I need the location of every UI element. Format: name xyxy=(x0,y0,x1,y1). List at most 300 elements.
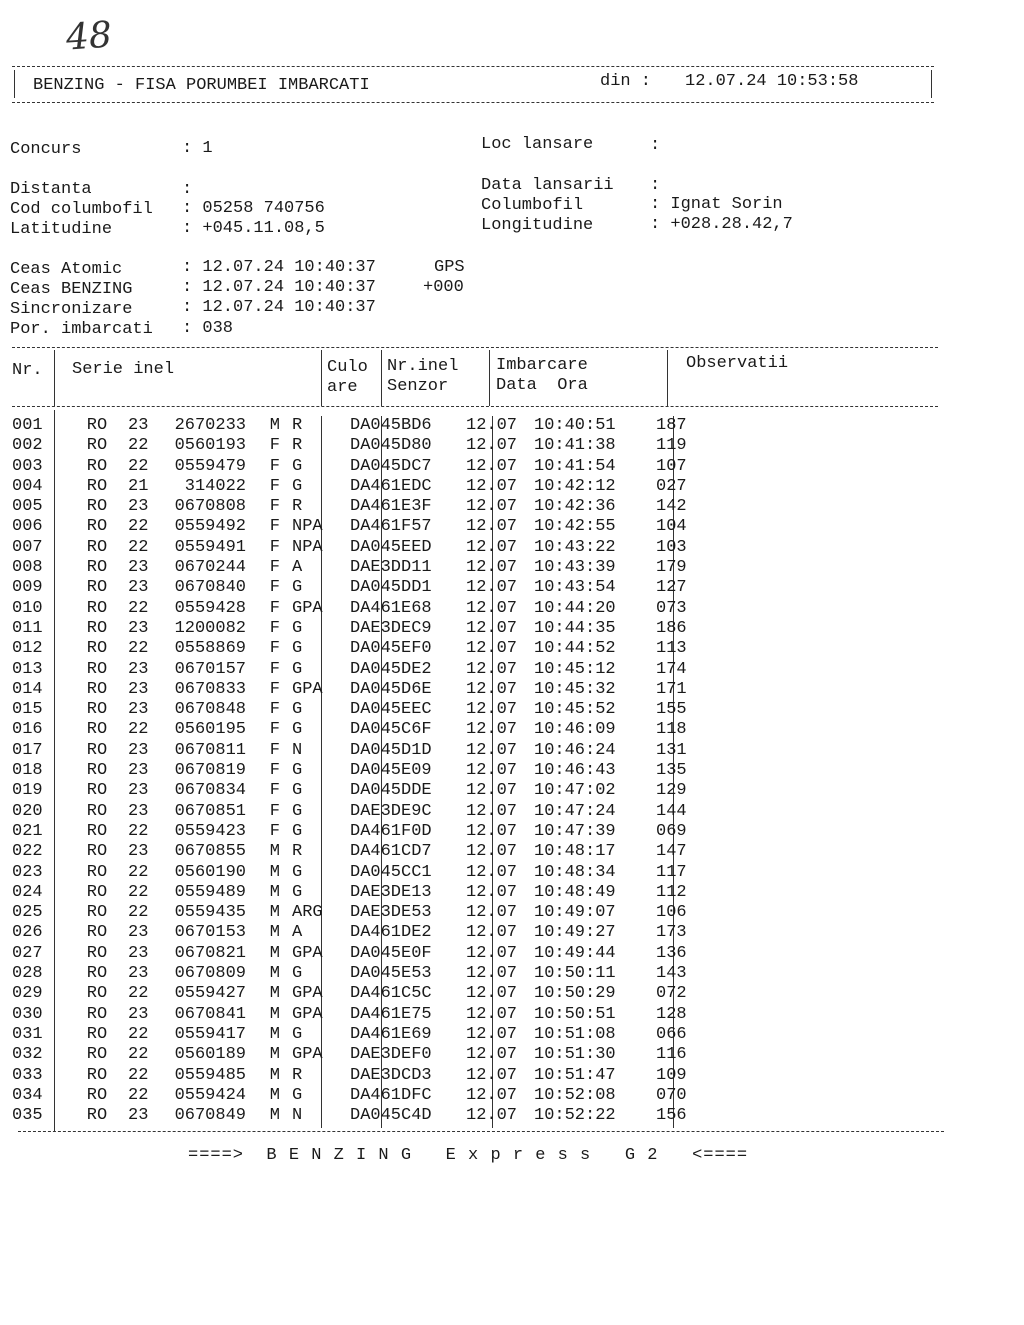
row-date: 12.07 xyxy=(466,964,518,984)
row-sex: F xyxy=(269,801,280,821)
row-sex: F xyxy=(269,476,280,496)
row-nr: 024 xyxy=(12,882,43,902)
row-serial: 0559423 xyxy=(174,821,246,841)
row-nr: 029 xyxy=(12,984,43,1004)
row-observation: 106 xyxy=(656,903,687,923)
row-observation: 143 xyxy=(656,964,687,984)
row-date: 12.07 xyxy=(466,740,518,760)
ceas-benzing-colon: : 12.07.24 10:40:37 xyxy=(182,278,376,297)
table-row xyxy=(12,944,716,964)
row-time: 10:41:38 xyxy=(534,436,616,456)
row-sensor: DAE3DCD3 xyxy=(350,1065,432,1085)
row-time: 10:43:39 xyxy=(534,558,616,578)
row-time: 10:46:24 xyxy=(534,740,616,760)
row-observation: 186 xyxy=(656,618,687,638)
row-observation: 174 xyxy=(656,659,687,679)
row-observation: 171 xyxy=(656,679,687,699)
row-time: 10:45:12 xyxy=(534,659,616,679)
row-country: RO xyxy=(86,476,108,496)
row-serial: 0670849 xyxy=(174,1106,246,1126)
row-time: 10:45:32 xyxy=(534,679,616,699)
row-time: 10:46:43 xyxy=(534,761,616,781)
row-sensor: DA045D80 xyxy=(350,436,432,456)
loc-lansare-colon: : xyxy=(650,136,671,155)
columbofil-label: Columbofil xyxy=(481,196,584,215)
row-year: 23 xyxy=(128,964,149,984)
row-country: RO xyxy=(86,1085,108,1105)
col-sep-nr xyxy=(54,350,55,406)
row-sensor: DA045C6F xyxy=(350,720,432,740)
table-row xyxy=(12,599,716,619)
row-nr: 006 xyxy=(12,517,43,537)
por-imbarcati-label: Por. imbarcati xyxy=(10,320,153,339)
row-sex: M xyxy=(269,882,280,902)
row-year: 22 xyxy=(128,517,149,537)
row-color: R xyxy=(292,416,303,435)
row-country: RO xyxy=(86,598,108,618)
row-serial: 0670851 xyxy=(174,801,246,821)
row-sex: F xyxy=(269,700,280,720)
row-year: 21 xyxy=(128,476,149,496)
row-serial: 0670819 xyxy=(174,761,246,781)
row-color: G xyxy=(292,659,303,679)
row-color: GPA xyxy=(292,984,323,1004)
row-date: 12.07 xyxy=(466,821,518,841)
row-time: 10:44:20 xyxy=(534,598,616,618)
sincronizare-label: Sincronizare xyxy=(10,300,133,319)
col-header-serie-inel: Serie inel xyxy=(72,360,175,379)
row-color: G xyxy=(292,882,303,902)
row-year: 23 xyxy=(128,801,149,821)
row-year: 23 xyxy=(128,943,149,963)
row-sex: F xyxy=(269,497,280,517)
table-row xyxy=(12,822,716,842)
row-sex: M xyxy=(269,1065,280,1085)
row-sex: F xyxy=(269,537,280,557)
row-nr: 002 xyxy=(12,436,43,456)
row-serial: 0559489 xyxy=(174,882,246,902)
ceas-atomic-colon: : 12.07.24 10:40:37 xyxy=(182,258,376,277)
row-nr: 031 xyxy=(12,1024,43,1044)
row-nr: 003 xyxy=(12,456,43,476)
row-country: RO xyxy=(86,740,108,760)
row-nr: 001 xyxy=(12,416,43,435)
col-header-data-ora: Data Ora xyxy=(496,376,588,395)
row-color: G xyxy=(292,801,303,821)
row-year: 23 xyxy=(128,740,149,760)
row-color: R xyxy=(292,842,303,862)
table-row xyxy=(12,680,716,700)
row-color: R xyxy=(292,1065,303,1085)
row-sex: F xyxy=(269,659,280,679)
row-sensor: DAE3DE13 xyxy=(350,882,432,902)
table-row xyxy=(12,802,716,822)
row-year: 23 xyxy=(128,578,149,598)
columbofil-value: Ignat Sorin xyxy=(670,195,783,214)
row-time: 10:42:55 xyxy=(534,517,616,537)
row-country: RO xyxy=(86,659,108,679)
row-country: RO xyxy=(86,456,108,476)
row-sex: F xyxy=(269,740,280,760)
table-row xyxy=(12,761,716,781)
row-time: 10:44:35 xyxy=(534,618,616,638)
table-row xyxy=(12,903,716,923)
row-time: 10:51:08 xyxy=(534,1024,616,1044)
row-observation: 072 xyxy=(656,984,687,1004)
row-nr: 021 xyxy=(12,821,43,841)
row-time: 10:47:39 xyxy=(534,821,616,841)
row-date: 12.07 xyxy=(466,456,518,476)
row-date: 12.07 xyxy=(466,882,518,902)
row-observation: 142 xyxy=(656,497,687,517)
table-row xyxy=(12,497,716,517)
row-observation: 103 xyxy=(656,537,687,557)
row-serial: 0560189 xyxy=(174,1045,246,1065)
cod-value: 05258 740756 xyxy=(202,199,325,218)
row-sex: F xyxy=(269,456,280,476)
row-color: R xyxy=(292,436,303,456)
row-sensor: DA045D1D xyxy=(350,740,432,760)
row-color: G xyxy=(292,456,303,476)
row-time: 10:52:22 xyxy=(534,1106,616,1126)
row-serial: 0670821 xyxy=(174,943,246,963)
row-observation: 118 xyxy=(656,720,687,740)
row-nr: 007 xyxy=(12,537,43,557)
row-sensor: DA045E53 xyxy=(350,964,432,984)
row-sensor: DA461EDC xyxy=(350,476,432,496)
row-time: 10:50:51 xyxy=(534,1004,616,1024)
row-sensor: DA045CC1 xyxy=(350,862,432,882)
row-sex: F xyxy=(269,720,280,740)
handwritten-page-number: 48 xyxy=(64,14,114,59)
row-nr: 015 xyxy=(12,700,43,720)
table-row xyxy=(12,517,716,537)
row-sensor: DA461C5C xyxy=(350,984,432,1004)
row-observation: 107 xyxy=(656,456,687,476)
row-observation: 144 xyxy=(656,801,687,821)
ceas-atomic-source: GPS xyxy=(434,258,465,277)
row-sensor: DA045DE2 xyxy=(350,659,432,679)
row-date: 12.07 xyxy=(466,497,518,517)
row-year: 22 xyxy=(128,1085,149,1105)
row-serial: 0558869 xyxy=(174,639,246,659)
col-sep-ora xyxy=(667,350,668,406)
row-date: 12.07 xyxy=(466,558,518,578)
row-sex: F xyxy=(269,679,280,699)
sincronizare-colon: : 12.07.24 10:40:37 xyxy=(182,298,376,317)
row-color: G xyxy=(292,781,303,801)
row-year: 23 xyxy=(128,659,149,679)
row-country: RO xyxy=(86,903,108,923)
row-color: G xyxy=(292,700,303,720)
table-row xyxy=(12,700,716,720)
row-color: G xyxy=(292,618,303,638)
row-observation: 027 xyxy=(656,476,687,496)
row-color: G xyxy=(292,821,303,841)
row-country: RO xyxy=(86,821,108,841)
row-country: RO xyxy=(86,1024,108,1044)
row-color: A xyxy=(292,558,303,578)
row-color: NPA xyxy=(292,517,323,537)
loc-lansare-label: Loc lansare xyxy=(481,135,594,154)
table-row xyxy=(12,416,716,436)
row-sensor: DA461F0D xyxy=(350,821,432,841)
row-date: 12.07 xyxy=(466,639,518,659)
row-sensor: DAE3DEF0 xyxy=(350,1045,432,1065)
row-serial: 0559492 xyxy=(174,517,246,537)
row-year: 23 xyxy=(128,416,149,435)
row-serial: 0670157 xyxy=(174,659,246,679)
row-date: 12.07 xyxy=(466,1024,518,1044)
latitudine-value: +045.11.08,5 xyxy=(202,219,325,238)
row-serial: 0559479 xyxy=(174,456,246,476)
row-nr: 027 xyxy=(12,943,43,963)
row-sensor: DAE3DD11 xyxy=(350,558,432,578)
table-row xyxy=(12,741,716,761)
row-color: GPA xyxy=(292,679,323,699)
row-nr: 012 xyxy=(12,639,43,659)
row-sex: M xyxy=(269,984,280,1004)
row-nr: 022 xyxy=(12,842,43,862)
row-nr: 026 xyxy=(12,923,43,943)
row-sex: M xyxy=(269,1024,280,1044)
document-title: BENZING - FISA PORUMBEI IMBARCATI xyxy=(33,76,370,95)
row-color: G xyxy=(292,761,303,781)
row-time: 10:41:54 xyxy=(534,456,616,476)
row-serial: 0670848 xyxy=(174,700,246,720)
row-country: RO xyxy=(86,1045,108,1065)
row-sex: F xyxy=(269,639,280,659)
row-observation: 135 xyxy=(656,761,687,781)
row-country: RO xyxy=(86,700,108,720)
table-row xyxy=(12,457,716,477)
row-color: G xyxy=(292,1085,303,1105)
row-nr: 030 xyxy=(12,1004,43,1024)
row-color: ARG xyxy=(292,903,323,923)
row-serial: 0559491 xyxy=(174,537,246,557)
col-header-culoare-2: are xyxy=(327,378,358,397)
row-date: 12.07 xyxy=(466,984,518,1004)
row-time: 10:49:27 xyxy=(534,923,616,943)
row-time: 10:50:11 xyxy=(534,964,616,984)
row-year: 23 xyxy=(128,923,149,943)
row-color: R xyxy=(292,497,303,517)
row-observation: 066 xyxy=(656,1024,687,1044)
row-sensor: DA045EED xyxy=(350,537,432,557)
row-date: 12.07 xyxy=(466,578,518,598)
row-serial: 0560190 xyxy=(174,862,246,882)
row-serial: 0560195 xyxy=(174,720,246,740)
header-din-label: din : xyxy=(600,72,652,91)
row-date: 12.07 xyxy=(466,517,518,537)
row-sensor: DA461E75 xyxy=(350,1004,432,1024)
row-time: 10:48:34 xyxy=(534,862,616,882)
row-sex: F xyxy=(269,618,280,638)
row-year: 23 xyxy=(128,842,149,862)
por-imbarcati-colon: : 038 xyxy=(182,319,234,338)
col-header-observatii: Observatii xyxy=(686,354,789,373)
row-nr: 028 xyxy=(12,964,43,984)
row-nr: 035 xyxy=(12,1106,43,1126)
row-sensor: DA461F57 xyxy=(350,517,432,537)
row-time: 10:42:12 xyxy=(534,476,616,496)
row-sensor: DA461E69 xyxy=(350,1024,432,1044)
table-row xyxy=(12,781,716,801)
row-country: RO xyxy=(86,618,108,638)
row-serial: 0670840 xyxy=(174,578,246,598)
row-sensor: DAE3DE9C xyxy=(350,801,432,821)
table-row xyxy=(12,477,716,497)
row-nr: 009 xyxy=(12,578,43,598)
table-row xyxy=(12,720,716,740)
row-time: 10:49:07 xyxy=(534,903,616,923)
row-nr: 017 xyxy=(12,740,43,760)
row-sensor: DA045DD1 xyxy=(350,578,432,598)
por-imbarcati-value: 038 xyxy=(202,319,234,338)
col-header-nr-inel: Nr.inel xyxy=(387,357,459,376)
row-sensor: DA045BD6 xyxy=(350,416,432,435)
col-header-nr: Nr. xyxy=(12,361,43,380)
row-serial: 0670841 xyxy=(174,1004,246,1024)
row-time: 10:40:51 xyxy=(534,416,616,435)
ceas-benzing-value: 12.07.24 10:40:37 xyxy=(202,278,376,297)
row-nr: 008 xyxy=(12,558,43,578)
table-row xyxy=(12,964,716,984)
row-year: 22 xyxy=(128,720,149,740)
row-serial: 0670809 xyxy=(174,964,246,984)
row-country: RO xyxy=(86,842,108,862)
row-observation: 156 xyxy=(656,1106,687,1126)
row-color: G xyxy=(292,1024,303,1044)
row-observation: 109 xyxy=(656,1065,687,1085)
row-nr: 023 xyxy=(12,862,43,882)
table-header-bottom-rule xyxy=(12,406,938,407)
table-row xyxy=(12,619,716,639)
row-country: RO xyxy=(86,720,108,740)
table-row xyxy=(12,639,716,659)
row-nr: 013 xyxy=(12,659,43,679)
header-timestamp: 12.07.24 10:53:58 xyxy=(685,72,859,91)
row-nr: 004 xyxy=(12,476,43,496)
row-time: 10:46:09 xyxy=(534,720,616,740)
row-sensor: DA461CD7 xyxy=(350,842,432,862)
row-time: 10:42:36 xyxy=(534,497,616,517)
row-sex: F xyxy=(269,761,280,781)
table-bottom-rule xyxy=(18,1131,944,1132)
cod-colon: : 05258 740756 xyxy=(182,199,325,218)
row-color: N xyxy=(292,1106,303,1126)
col-sep-culo xyxy=(381,350,382,406)
row-year: 22 xyxy=(128,821,149,841)
row-color: GPA xyxy=(292,943,323,963)
row-time: 10:50:29 xyxy=(534,984,616,1004)
row-color: G xyxy=(292,578,303,598)
row-sensor: DAE3DEC9 xyxy=(350,618,432,638)
row-color: G xyxy=(292,862,303,882)
row-time: 10:52:08 xyxy=(534,1085,616,1105)
longitudine-label: Longitudine xyxy=(481,216,594,235)
row-year: 23 xyxy=(128,618,149,638)
header-top-rule xyxy=(12,66,934,67)
row-color: GPA xyxy=(292,1045,323,1065)
row-sensor: DA045E09 xyxy=(350,761,432,781)
row-time: 10:45:52 xyxy=(534,700,616,720)
row-country: RO xyxy=(86,558,108,578)
row-date: 12.07 xyxy=(466,598,518,618)
row-country: RO xyxy=(86,801,108,821)
row-country: RO xyxy=(86,1004,108,1024)
table-row xyxy=(12,660,716,680)
table-row xyxy=(12,538,716,558)
row-color: A xyxy=(292,923,303,943)
row-country: RO xyxy=(86,679,108,699)
row-nr: 020 xyxy=(12,801,43,821)
row-observation: 112 xyxy=(656,882,687,902)
row-observation: 073 xyxy=(656,598,687,618)
row-year: 23 xyxy=(128,558,149,578)
row-sex: M xyxy=(269,1085,280,1105)
row-nr: 018 xyxy=(12,761,43,781)
table-row xyxy=(12,558,716,578)
row-nr: 011 xyxy=(12,618,43,638)
row-country: RO xyxy=(86,416,108,435)
row-year: 22 xyxy=(128,1065,149,1085)
row-country: RO xyxy=(86,964,108,984)
row-sex: F xyxy=(269,558,280,578)
row-date: 12.07 xyxy=(466,1065,518,1085)
row-serial: 314022 xyxy=(184,476,246,496)
row-time: 10:43:22 xyxy=(534,537,616,557)
row-sensor: DA461DE2 xyxy=(350,923,432,943)
row-sex: M xyxy=(269,416,280,435)
row-sex: F xyxy=(269,821,280,841)
row-sex: M xyxy=(269,1045,280,1065)
row-sex: F xyxy=(269,578,280,598)
row-country: RO xyxy=(86,537,108,557)
row-country: RO xyxy=(86,862,108,882)
row-country: RO xyxy=(86,923,108,943)
longitudine-value: +028.28.42,7 xyxy=(670,215,793,234)
row-serial: 0559424 xyxy=(174,1085,246,1105)
row-observation: 127 xyxy=(656,578,687,598)
row-observation: 069 xyxy=(656,821,687,841)
row-observation: 179 xyxy=(656,558,687,578)
columbofil-colon: : Ignat Sorin xyxy=(650,195,783,214)
row-year: 23 xyxy=(128,700,149,720)
row-color: G xyxy=(292,476,303,496)
row-serial: 0670811 xyxy=(174,740,246,760)
row-country: RO xyxy=(86,781,108,801)
row-sensor: DA461E3F xyxy=(350,497,432,517)
row-color: GPA xyxy=(292,1004,323,1024)
row-sensor: DA045D6E xyxy=(350,679,432,699)
concurs-label: Concurs xyxy=(10,140,82,159)
row-nr: 016 xyxy=(12,720,43,740)
row-sex: F xyxy=(269,598,280,618)
row-sensor: DA045EF0 xyxy=(350,639,432,659)
table-row xyxy=(12,1005,716,1025)
row-serial: 1200082 xyxy=(174,618,246,638)
row-year: 22 xyxy=(128,598,149,618)
row-year: 23 xyxy=(128,1106,149,1126)
row-time: 10:44:52 xyxy=(534,639,616,659)
row-year: 23 xyxy=(128,679,149,699)
footer-banner: ====> B E N Z I N G E x p r e s s G 2 <==== xyxy=(188,1146,749,1165)
row-color: NPA xyxy=(292,537,323,557)
ceas-benzing-offset: +000 xyxy=(423,278,464,297)
row-date: 12.07 xyxy=(466,679,518,699)
row-date: 12.07 xyxy=(466,476,518,496)
